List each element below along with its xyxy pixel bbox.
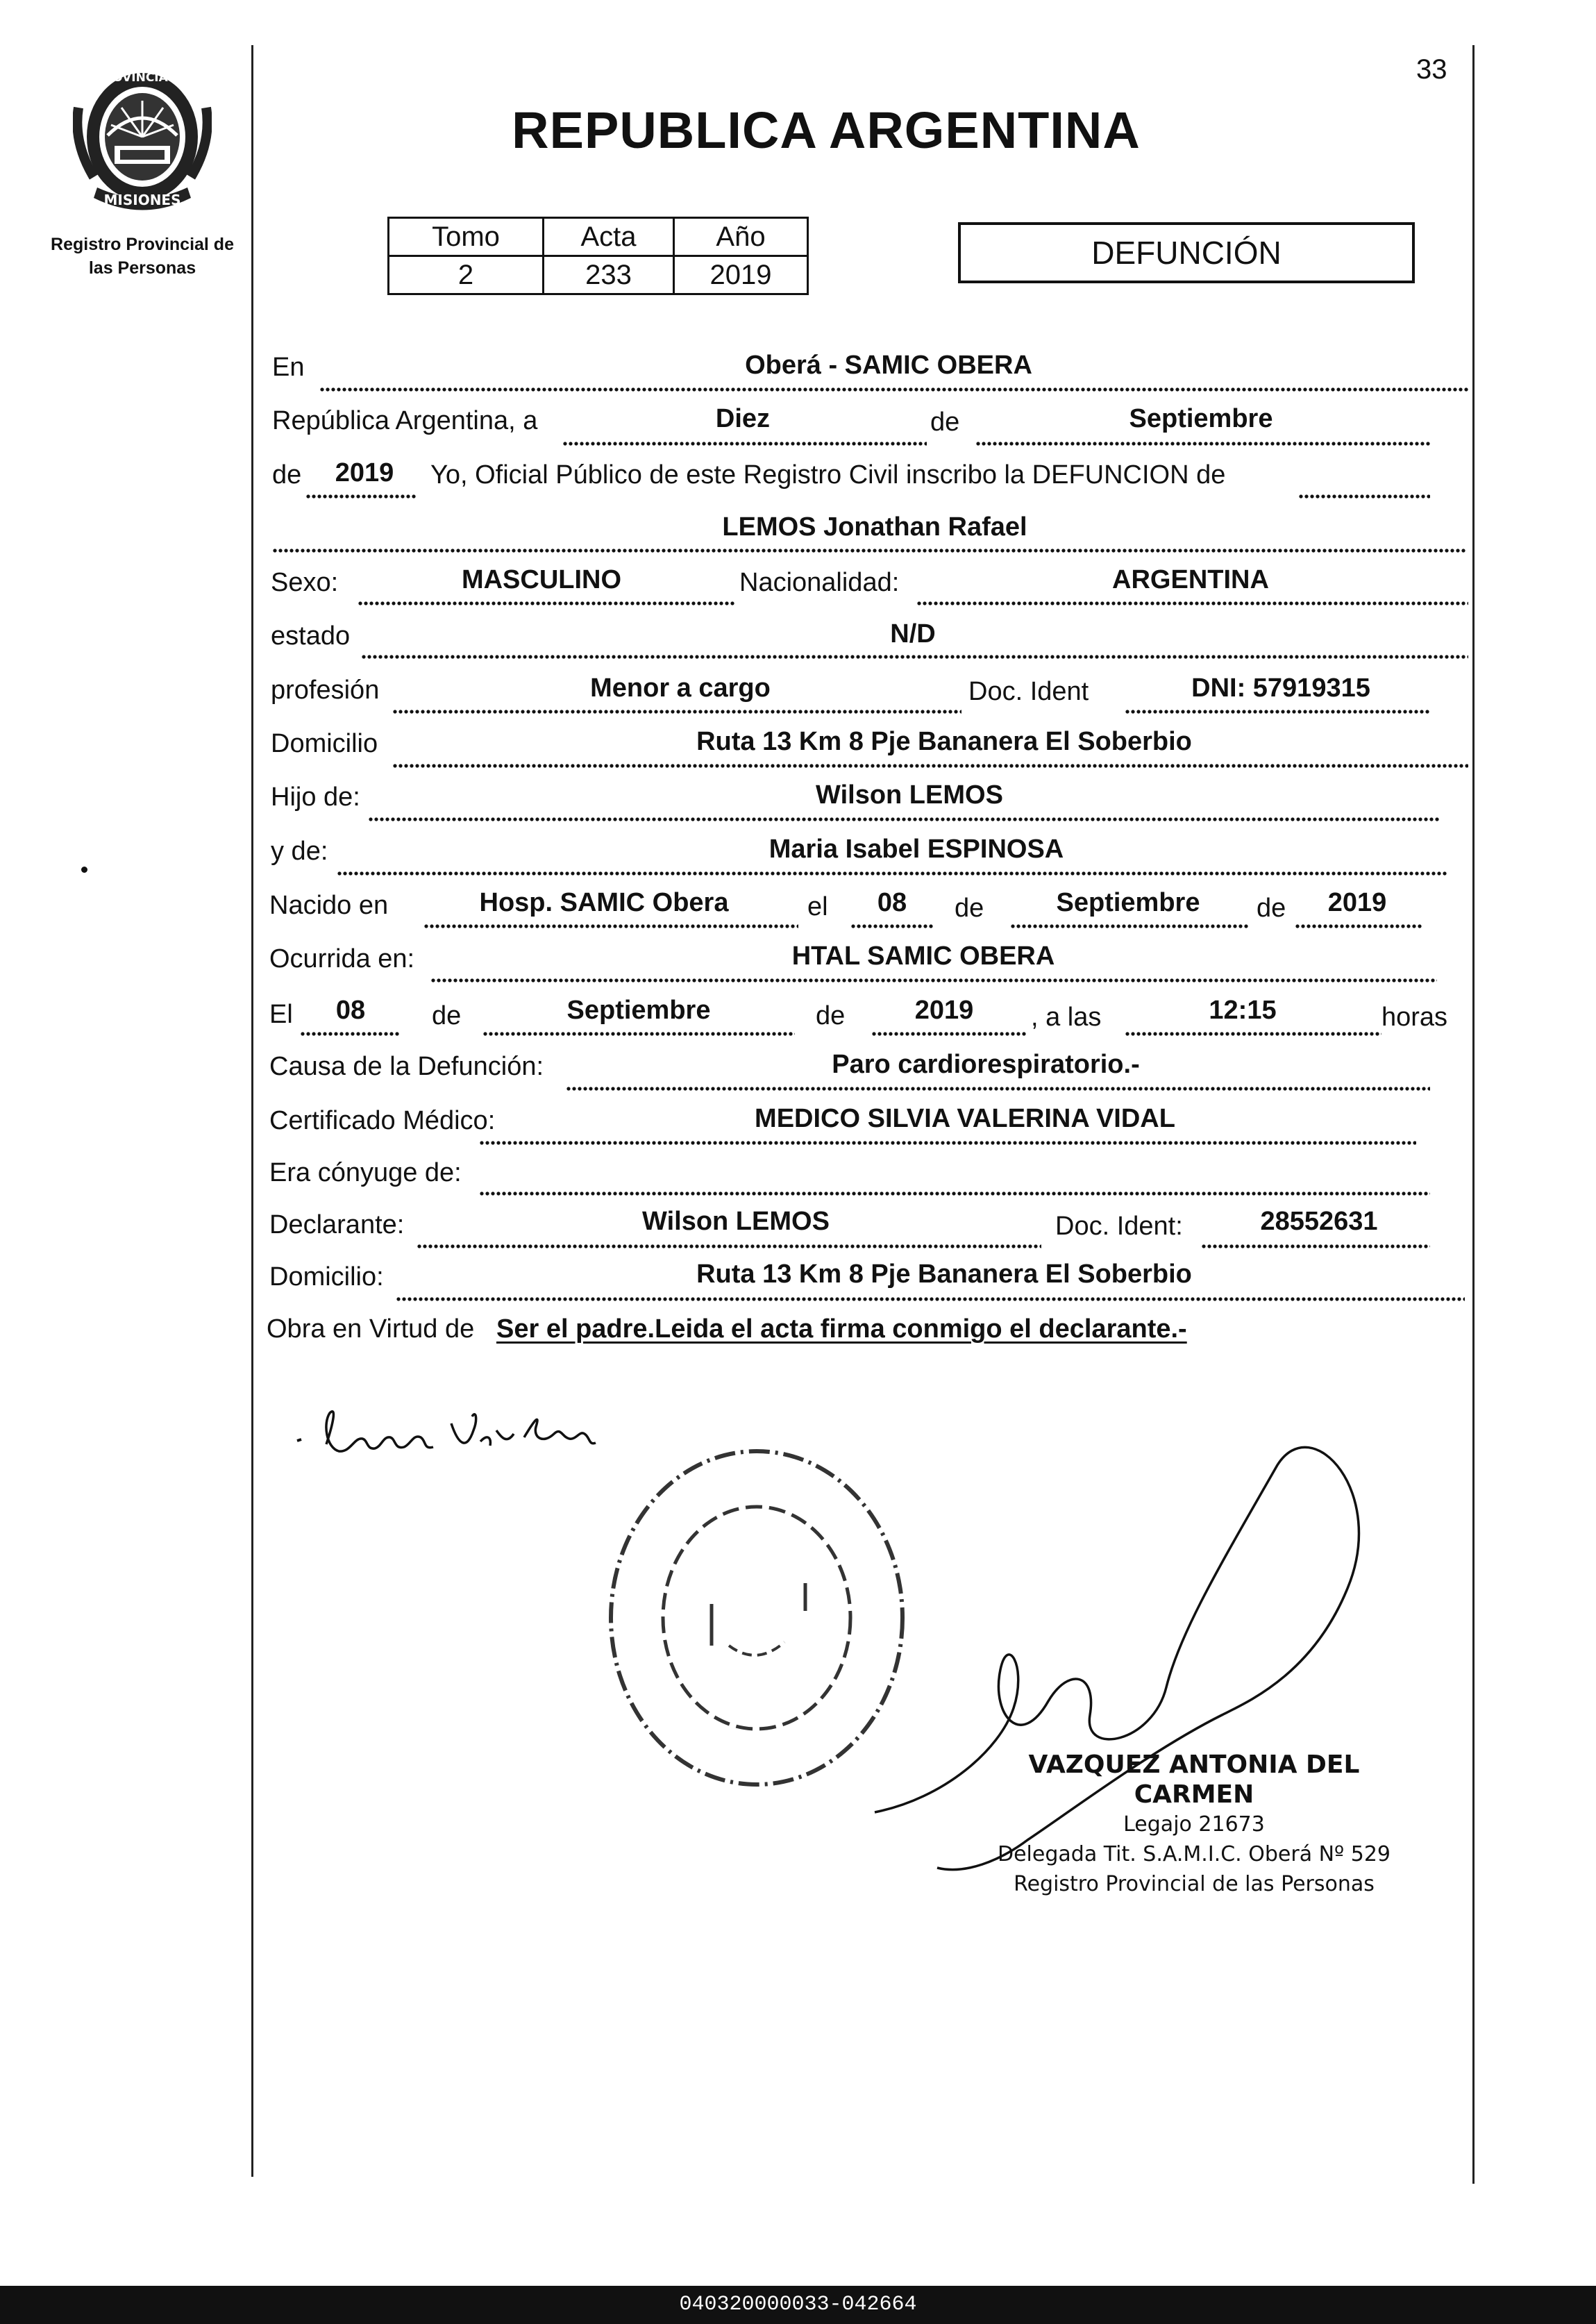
label-en: En: [272, 353, 305, 382]
field-day-word: Diez: [715, 404, 771, 433]
field-death-month: Septiembre: [566, 996, 711, 1025]
field-father: Wilson LEMOS: [816, 780, 1003, 810]
registry-caption: Registro Provincial de las Personas: [51, 235, 234, 278]
dotted-line: [1125, 710, 1430, 714]
tomo-header: Tomo: [389, 218, 544, 256]
document-type-box: DEFUNCIÓN: [958, 222, 1415, 283]
dotted-line: [337, 871, 1447, 876]
dotted-line: [479, 1141, 1416, 1145]
label-a-las: , a las: [1031, 1003, 1102, 1032]
field-civil-status: N/D: [890, 619, 936, 649]
dotted-line: [305, 494, 417, 499]
field-nationality: ARGENTINA: [1112, 565, 1269, 594]
signatory-position: Delegada Tit. S.A.M.I.C. Oberá Nº 529: [998, 1842, 1391, 1866]
label-conyuge: Era cónyuge de:: [269, 1158, 462, 1187]
record-table: [387, 217, 809, 295]
label-ocurrida-en: Ocurrida en:: [269, 944, 415, 973]
dotted-line: [396, 1297, 1465, 1301]
dotted-line: [430, 978, 1437, 983]
field-birth-place: Hosp. SAMIC Obera: [479, 888, 729, 917]
dotted-line: [479, 1192, 1430, 1196]
tomo-value: 2: [389, 256, 544, 294]
ano-value: 2019: [674, 256, 808, 294]
dotted-line: [975, 442, 1430, 446]
label-domicilio: Domicilio: [271, 729, 378, 758]
dotted-line: [300, 1032, 401, 1036]
dotted-line: [423, 924, 798, 928]
dotted-line: [871, 1032, 1027, 1036]
dotted-line: [850, 924, 934, 928]
field-certificate: MEDICO SILVIA VALERINA VIDAL: [755, 1104, 1175, 1133]
dotted-line: [916, 601, 1468, 605]
acta-value: 233: [544, 256, 674, 294]
label-de: de: [930, 408, 960, 437]
page-title: REPUBLICA ARGENTINA: [512, 101, 1141, 159]
signatory-legajo: Legajo 21673: [1123, 1812, 1265, 1837]
field-death-place: HTAL SAMIC OBERA: [791, 942, 1055, 971]
svg-text:PROVINCIA DE: PROVINCIA DE: [94, 71, 190, 85]
field-death-year: 2019: [914, 996, 974, 1025]
field-declarant-doc: 28552631: [1260, 1207, 1378, 1236]
dotted-line: [361, 655, 1468, 659]
field-deceased-name: LEMOS Jonathan Rafael: [722, 512, 1027, 542]
field-month: Septiembre: [1129, 404, 1273, 433]
label-de-c: de: [432, 1001, 462, 1030]
field-death-time: 12:15: [1209, 996, 1277, 1025]
label-domicilio2: Domicilio:: [269, 1262, 384, 1291]
label-de-year: de: [272, 460, 302, 490]
dotted-line: [1298, 494, 1430, 499]
dotted-line: [358, 601, 736, 605]
label-nacionalidad: Nacionalidad:: [739, 568, 900, 597]
field-birth-day: 08: [877, 888, 907, 917]
left-margin-line: [251, 45, 253, 2177]
label-el: el: [807, 892, 828, 921]
stray-dot: [81, 867, 87, 873]
dotted-line: [417, 1244, 1041, 1248]
field-document: DNI: 57919315: [1191, 674, 1370, 703]
dotted-line: [566, 1087, 1430, 1091]
field-address: Ruta 13 Km 8 Pje Bananera El Soberbio: [696, 727, 1192, 756]
dotted-line: [1201, 1244, 1430, 1248]
page-number: 33: [1416, 54, 1447, 85]
dotted-line: [392, 710, 961, 714]
label-y-de: y de:: [271, 837, 328, 866]
label-nacido-en: Nacido en: [269, 891, 389, 920]
label-yo-oficial: Yo, Oficial Público de este Registro Civil inscribo la DEFUNCION de: [430, 460, 1226, 490]
label-doc-ident: Doc. Ident: [968, 677, 1089, 706]
label-horas: horas: [1381, 1003, 1448, 1032]
label-certificado: Certificado Médico:: [269, 1106, 496, 1135]
label-de-a: de: [955, 894, 984, 923]
field-cause: Paro cardiorespiratorio.-: [832, 1050, 1140, 1079]
acta-header: Acta: [544, 218, 674, 256]
label-sexo: Sexo:: [271, 568, 339, 597]
field-declarant-address: Ruta 13 Km 8 Pje Bananera El Soberbio: [696, 1260, 1192, 1289]
field-profession: Menor a cargo: [590, 674, 771, 703]
label-causa: Causa de la Defunción:: [269, 1052, 544, 1081]
signatory-office: Registro Provincial de las Personas: [1014, 1872, 1375, 1896]
field-reason: Ser el padre.Leida el acta firma conmigo el declarante.-: [496, 1314, 1187, 1344]
right-margin-line: [1472, 45, 1475, 2184]
label-de-b: de: [1257, 894, 1286, 923]
dotted-line: [1125, 1032, 1381, 1036]
field-death-day: 08: [335, 996, 366, 1025]
dotted-line: [392, 764, 1468, 768]
field-birth-month: Septiembre: [1056, 888, 1200, 917]
label-doc-ident2: Doc. Ident:: [1055, 1212, 1183, 1241]
dotted-line: [562, 442, 927, 446]
label-republica: República Argentina, a: [272, 406, 538, 435]
label-declarante: Declarante:: [269, 1210, 405, 1239]
label-hijo-de: Hijo de:: [271, 783, 360, 812]
label-El: El: [269, 1000, 293, 1029]
label-profesion: profesión: [271, 676, 380, 705]
ano-header: Año: [674, 218, 808, 256]
field-declarant: Wilson LEMOS: [642, 1207, 830, 1236]
misiones-emblem: [73, 59, 212, 219]
dotted-line: [482, 1032, 795, 1036]
label-de-d: de: [816, 1001, 846, 1030]
field-year: 2019: [335, 458, 394, 487]
official-signature-block: [986, 1750, 1402, 1899]
field-mother: Maria Isabel ESPINOSA: [768, 835, 1064, 864]
field-sex: MASCULINO: [461, 565, 622, 594]
label-obra-en-virtud: Obra en Virtud de: [267, 1314, 475, 1344]
field-birth-year: 2019: [1327, 888, 1387, 917]
svg-text:MISIONES: MISIONES: [103, 192, 181, 208]
field-place: Oberá - SAMIC OBERA: [745, 351, 1032, 380]
footer-barcode-text: 040320000033-042664: [0, 2286, 1596, 2324]
dotted-line: [272, 549, 1466, 553]
dotted-line: [319, 387, 1468, 392]
dotted-line: [1295, 924, 1423, 928]
signatory-name: VAZQUEZ ANTONIA DEL CARMEN: [1028, 1750, 1360, 1809]
dotted-line: [368, 817, 1440, 821]
dotted-line: [1010, 924, 1250, 928]
label-estado: estado: [271, 621, 351, 651]
